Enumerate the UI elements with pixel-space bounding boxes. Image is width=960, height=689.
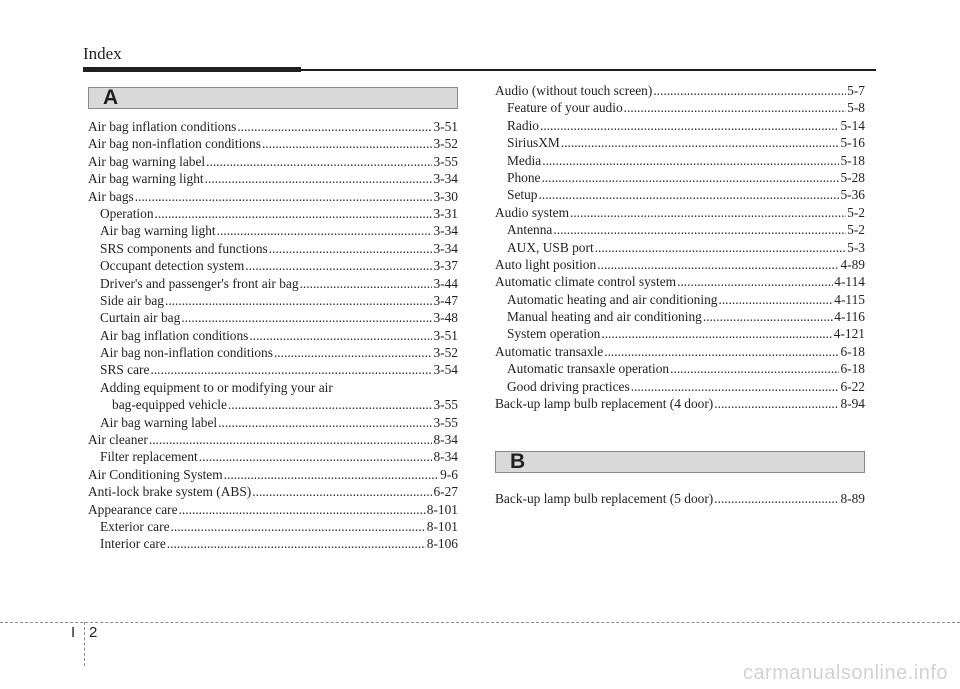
index-entry — [88, 135, 458, 152]
index-entry-page: 8-89 — [840, 491, 865, 506]
index-entry — [88, 275, 458, 292]
footer-vertical-dash — [84, 622, 85, 666]
index-entry-label: Phone — [507, 169, 541, 185]
index-entry-page: 6-27 — [433, 484, 458, 500]
index-entry-leader — [597, 256, 839, 273]
index-entry-page: 6-22 — [840, 378, 865, 394]
header-rule-thick — [83, 67, 301, 72]
index-entry-label: Automatic transaxle operation — [507, 361, 670, 377]
index-entry — [88, 292, 458, 309]
index-entry — [88, 257, 458, 274]
index-entry-leader — [561, 134, 840, 151]
index-entry-leader — [540, 117, 839, 134]
index-entry-leader — [252, 483, 432, 500]
index-entry-label: SiriusXM — [507, 135, 560, 151]
index-entry-leader — [604, 343, 839, 360]
index-entry-leader — [135, 188, 433, 205]
footer-page-section: I — [71, 624, 76, 641]
section-a-band — [88, 87, 458, 109]
index-entry — [88, 344, 458, 361]
index-entry-leader — [677, 273, 833, 290]
index-entry-page: 3-51 — [433, 119, 458, 134]
index-entry-page: 8-94 — [840, 396, 865, 412]
index-entry — [88, 518, 458, 535]
index-entry-leader — [274, 344, 433, 361]
index-entry-page: 3-34 — [433, 171, 458, 187]
index-entry — [88, 483, 458, 500]
index-entry-leader — [703, 308, 833, 325]
index-entry-leader — [237, 118, 432, 135]
index-entry-page: 4-89 — [840, 256, 865, 272]
index-entry-label: Air bag non-inflation conditions — [100, 345, 273, 361]
index-entry-page: 3-55 — [433, 397, 458, 413]
index-column-left — [88, 118, 458, 553]
index-entry-leader — [167, 535, 426, 552]
index-entry — [88, 466, 458, 483]
index-entry-label: Back-up lamp bulb replacement (5 door) — [495, 491, 714, 506]
index-entry-page: 5-8 — [847, 100, 865, 116]
index-entry-page: 5-28 — [840, 169, 865, 185]
index-entry-label: Curtain air bag — [100, 310, 181, 326]
index-entry-label: System operation — [507, 326, 601, 342]
index-entry-leader — [205, 170, 433, 187]
index-entry-page: 5-14 — [840, 117, 865, 133]
header-rule-thin — [301, 69, 876, 71]
index-entry — [88, 535, 458, 552]
index-entry-leader — [553, 221, 846, 238]
section-b-letter: B — [510, 450, 526, 473]
index-entry — [88, 222, 458, 239]
index-entry — [495, 134, 865, 151]
index-entry-label: Anti-lock brake system (ABS) — [88, 484, 252, 500]
index-entry-label: Air Conditioning System — [88, 466, 223, 482]
index-entry — [495, 239, 865, 256]
index-entry — [495, 395, 865, 412]
index-entry-leader — [714, 490, 839, 507]
index-entry-label: SRS care — [100, 362, 150, 378]
index-entry-label: Air bag warning label — [88, 153, 206, 169]
index-entry-leader — [218, 414, 432, 431]
index-entry — [495, 490, 865, 507]
index-entry-label: Operation — [100, 205, 154, 221]
index-entry-page: 3-52 — [433, 345, 458, 361]
index-entry — [495, 291, 865, 308]
index-entry-label: Air bags — [88, 188, 134, 204]
index-entry-page: 3-31 — [433, 205, 458, 221]
index-entry-page: 5-3 — [847, 239, 865, 255]
index-entry-leader — [624, 99, 846, 116]
index-entry — [495, 343, 865, 360]
index-column-right-b — [495, 490, 865, 507]
index-entry-label: Automatic climate control system — [495, 274, 677, 290]
index-entry-leader — [539, 186, 840, 203]
index-entry-leader — [262, 135, 433, 152]
index-entry-page: 8-106 — [426, 536, 458, 552]
index-entry-label: Auto light position — [495, 256, 597, 272]
index-entry-label: Radio — [507, 117, 539, 133]
index-entry-page: 3-55 — [433, 414, 458, 430]
index-entry-leader — [570, 204, 846, 221]
index-entry — [88, 309, 458, 326]
index-entry-leader — [149, 431, 433, 448]
index-entry-label: SRS components and functions — [100, 240, 268, 256]
index-entry-page: 6-18 — [840, 361, 865, 377]
index-entry — [495, 169, 865, 186]
index-entry-page: 3-47 — [433, 292, 458, 308]
index-entry-page: 3-48 — [433, 310, 458, 326]
index-entry-leader — [595, 239, 846, 256]
index-entry-leader — [245, 257, 432, 274]
index-entry-page: 5-2 — [847, 204, 865, 220]
index-entry — [88, 205, 458, 222]
footer-dashed-rule — [0, 622, 960, 623]
index-entry-leader — [714, 395, 839, 412]
index-entry-page: 5-36 — [840, 187, 865, 203]
page-title: Index — [83, 44, 122, 63]
index-entry-page: 3-54 — [433, 362, 458, 378]
index-entry — [495, 256, 865, 273]
index-entry-page: 6-18 — [840, 343, 865, 359]
index-entry-leader — [631, 378, 840, 395]
index-entry — [495, 325, 865, 342]
index-entry-label: Setup — [507, 187, 538, 203]
index-entry-label: Occupant detection system — [100, 258, 245, 274]
index-entry-leader — [150, 361, 432, 378]
index-entry-label: Driver's and passenger's front air bag — [100, 275, 299, 291]
index-entry — [495, 308, 865, 325]
index-entry-page: 8-101 — [426, 501, 458, 517]
index-entry-label: Feature of your audio — [507, 100, 623, 116]
index-entry-leader — [224, 466, 439, 483]
index-entry-label: Media — [507, 152, 542, 168]
section-b-band — [495, 451, 865, 473]
index-entry-page: 3-44 — [433, 275, 458, 291]
index-entry-leader — [171, 518, 426, 535]
index-entry-page: 4-114 — [834, 274, 865, 290]
index-column-right — [495, 82, 865, 412]
index-entry-label: Air bag warning light — [100, 223, 216, 239]
index-entry-label: Adding equipment to or modifying your air — [100, 379, 333, 395]
index-entry-label: Air bag inflation conditions — [100, 327, 249, 343]
index-entry — [88, 327, 458, 344]
index-entry-leader — [217, 222, 433, 239]
index-entry-page: 3-51 — [433, 327, 458, 343]
footer-page-number: 2 — [89, 624, 98, 641]
index-entry-page: 3-55 — [433, 153, 458, 169]
index-entry-leader — [155, 205, 433, 222]
index-entry-label: Automatic transaxle — [495, 343, 604, 359]
index-entry — [88, 188, 458, 205]
index-entry-leader — [542, 152, 839, 169]
index-entry — [495, 99, 865, 116]
index-entry-label: bag-equipped vehicle — [112, 397, 227, 413]
index-entry — [88, 240, 458, 257]
index-entry-label: Air bag warning light — [88, 171, 204, 187]
index-entry-leader — [179, 501, 426, 518]
index-entry-page: 4-121 — [833, 326, 865, 342]
index-entry-leader — [269, 240, 433, 257]
index-entry-label: Air cleaner — [88, 432, 148, 448]
index-entry-page: 8-101 — [426, 518, 458, 534]
index-entry-page: 8-34 — [433, 432, 458, 448]
index-entry-label: Air bag inflation conditions — [88, 119, 237, 134]
index-entry-page: 3-34 — [433, 223, 458, 239]
index-entry-label: Good driving practices — [507, 378, 630, 394]
index-entry-page: 8-34 — [433, 449, 458, 465]
index-entry-label: Audio (without touch screen) — [495, 83, 653, 98]
index-entry-label: Antenna — [507, 222, 553, 238]
index-entry — [88, 379, 458, 396]
index-entry-label: Automatic heating and air conditioning — [507, 291, 718, 307]
index-entry-page: 4-115 — [834, 291, 865, 307]
index-entry-page: 9-6 — [440, 466, 458, 482]
index-entry-page: 5-2 — [847, 222, 865, 238]
index-entry-leader — [670, 360, 839, 377]
index-entry — [88, 448, 458, 465]
index-entry — [88, 153, 458, 170]
index-entry-label: Appearance care — [88, 501, 178, 517]
index-entry-page: 4-116 — [834, 309, 865, 325]
index-entry — [495, 152, 865, 169]
index-entry-leader — [228, 396, 433, 413]
index-entry-leader — [206, 153, 432, 170]
index-entry — [88, 118, 458, 135]
index-entry-label: Filter replacement — [100, 449, 198, 465]
index-entry-page: 3-52 — [433, 136, 458, 152]
section-a-letter: A — [103, 86, 119, 109]
index-entry-label: Interior care — [100, 536, 166, 552]
index-entry-leader — [249, 327, 432, 344]
index-entry — [88, 361, 458, 378]
index-entry-label: AUX, USB port — [507, 239, 594, 255]
index-entry-leader — [541, 169, 839, 186]
index-entry — [495, 273, 865, 290]
index-entry-label: Air bag warning label — [100, 414, 218, 430]
index-entry — [495, 360, 865, 377]
index-entry-page: 3-30 — [433, 188, 458, 204]
index-entry-label: Manual heating and air conditioning — [507, 309, 702, 325]
index-entry-leader — [718, 291, 833, 308]
index-entry-label: Back-up lamp bulb replacement (4 door) — [495, 396, 714, 412]
index-entry-page: 3-34 — [433, 240, 458, 256]
index-entry-leader — [165, 292, 432, 309]
index-entry — [495, 378, 865, 395]
index-entry — [495, 204, 865, 221]
index-entry-label: Audio system — [495, 204, 570, 220]
index-entry-page: 5-7 — [847, 83, 865, 98]
index-entry-page: 5-16 — [840, 135, 865, 151]
index-entry — [495, 82, 865, 99]
index-entry-leader — [653, 82, 846, 99]
index-entry — [88, 414, 458, 431]
index-entry-label: Exterior care — [100, 518, 170, 534]
index-entry — [495, 117, 865, 134]
watermark: carmanualsonline.info — [742, 662, 948, 684]
index-entry-label: Side air bag — [100, 292, 164, 308]
index-entry-leader — [181, 309, 432, 326]
index-entry-leader — [199, 448, 433, 465]
index-entry — [495, 186, 865, 203]
index-entry — [88, 170, 458, 187]
index-entry — [495, 221, 865, 238]
index-entry-page: 3-37 — [433, 258, 458, 274]
index-entry — [88, 431, 458, 448]
index-entry-label: Air bag non-inflation conditions — [88, 136, 261, 152]
index-entry — [88, 396, 458, 413]
index-entry-page: 5-18 — [840, 152, 865, 168]
index-entry-leader — [300, 275, 433, 292]
index-entry — [88, 501, 458, 518]
index-entry-leader — [601, 325, 832, 342]
